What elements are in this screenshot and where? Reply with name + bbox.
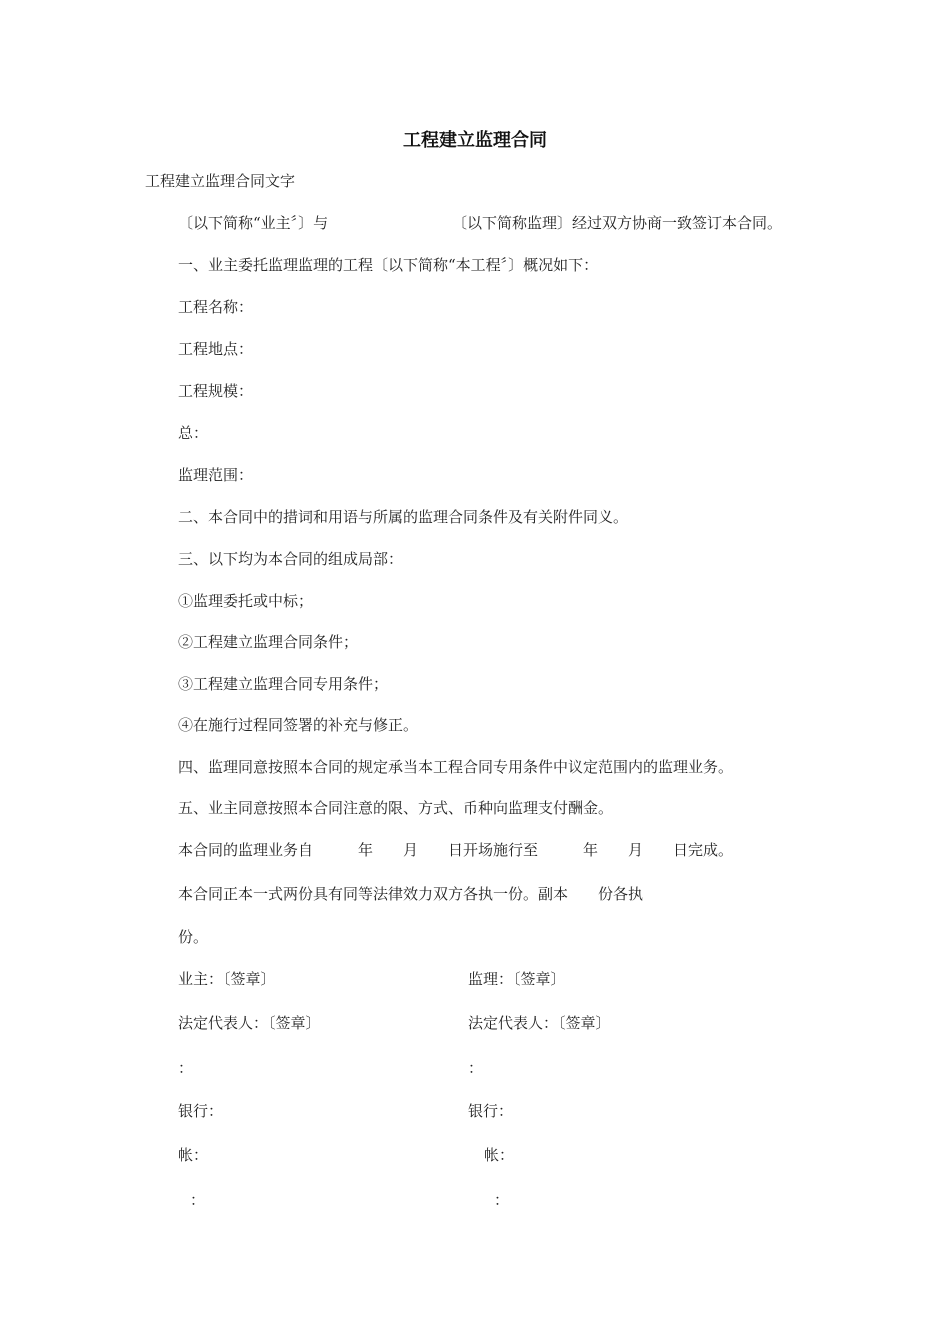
component-item-2: ②工程建立监理合同条件； xyxy=(178,633,359,651)
supervisor-colon-field: ： xyxy=(468,1059,484,1077)
document-subtitle: 工程建立监理合同文字 xyxy=(145,172,296,190)
clause-3: 三、以下均为本合同的组成局部： xyxy=(178,550,404,568)
component-item-3: ③工程建立监理合同专用条件； xyxy=(178,675,389,693)
supervisor-account: 帐： xyxy=(484,1146,515,1164)
service-period-text: 本合同的监理业务自 年 月 日开场施行至 年 月 日完成。 xyxy=(178,841,734,859)
project-name-field: 工程名称： xyxy=(178,298,254,316)
project-location-field: 工程地点： xyxy=(178,340,254,358)
parties-owner-text: 〔以下简称“业主〞〕与 xyxy=(178,214,329,232)
clause-1: 一、业主委托监理监理的工程〔以下简称“本工程〞〕概况如下： xyxy=(178,256,599,274)
owner-legal-rep: 法定代表人：〔签章〕 xyxy=(178,1014,321,1032)
supervisor-signature: 监理：〔签章〕 xyxy=(468,970,566,988)
supervisor-legal-rep: 法定代表人：〔签章〕 xyxy=(468,1014,611,1032)
owner-account: 帐： xyxy=(178,1146,209,1164)
supervisor-colon-field-2: ： xyxy=(494,1191,510,1209)
owner-colon-field-2: ： xyxy=(190,1191,206,1209)
project-total-field: 总： xyxy=(178,424,209,442)
clause-5: 五、业主同意按照本合同注意的限、方式、币种向监理支付酬金。 xyxy=(178,799,614,817)
clause-4: 四、监理同意按照本合同的规定承当本工程合同专用条件中议定范围内的监理业务。 xyxy=(178,758,734,776)
owner-bank: 银行： xyxy=(178,1102,224,1120)
copies-text: 本合同正本一式两份具有同等法律效力双方各执一份。副本 份各执 xyxy=(178,885,644,903)
component-item-4: ④在施行过程同签署的补充与修正。 xyxy=(178,716,419,734)
component-item-1: ①监理委托或中标； xyxy=(178,592,314,610)
copies-text-continued: 份。 xyxy=(178,928,209,946)
document-title: 工程建立监理合同 xyxy=(403,130,547,151)
supervisor-bank: 银行： xyxy=(468,1102,514,1120)
owner-colon-field: ： xyxy=(178,1059,194,1077)
owner-signature: 业主：〔签章〕 xyxy=(178,970,276,988)
clause-2: 二、本合同中的措词和用语与所属的监理合同条件及有关附件同义。 xyxy=(178,508,629,526)
parties-supervisor-text: 〔以下简称监理〕经过双方协商一致签订本合同。 xyxy=(452,214,783,232)
project-scale-field: 工程规模： xyxy=(178,382,254,400)
supervision-scope-field: 监理范围： xyxy=(178,466,254,484)
